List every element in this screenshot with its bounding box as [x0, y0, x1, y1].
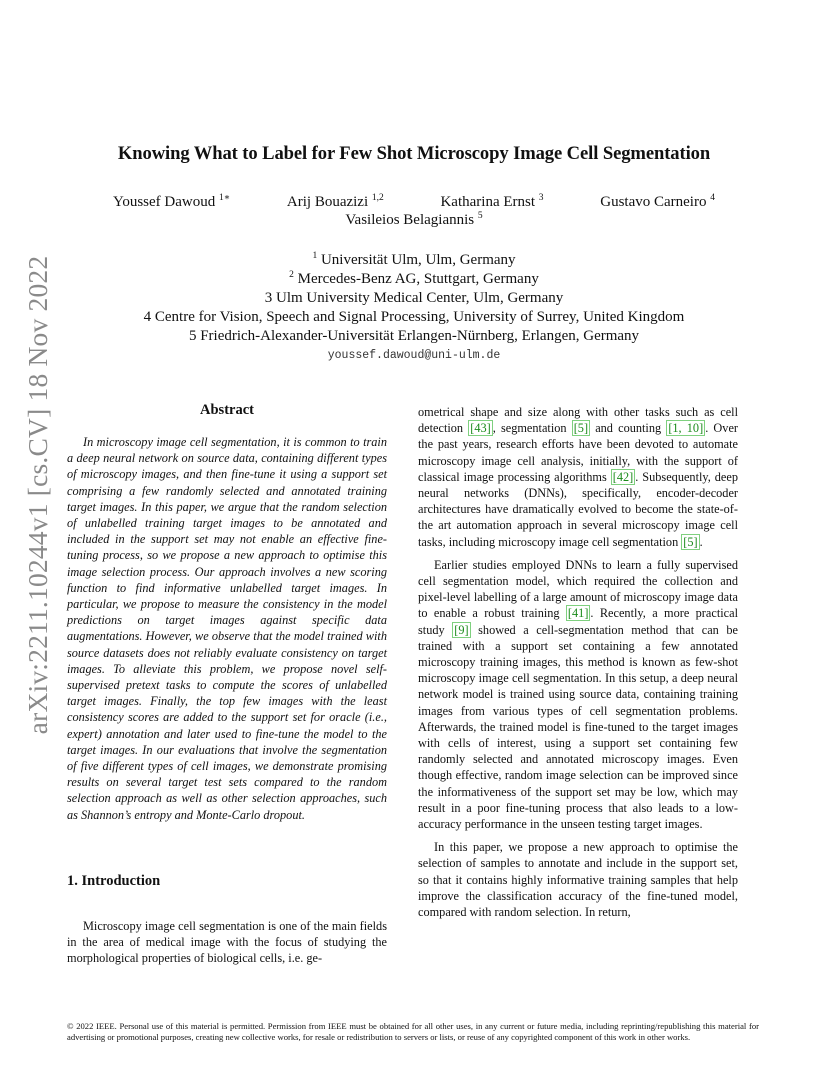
citation-link[interactable]: [43] — [470, 421, 491, 436]
abstract-body — [67, 434, 387, 830]
paragraph: Earlier studies employed DNNs to learn a fully supervised cell segmentation model, which required the collection and pixel-level labelling of a large amount of microscopy image data to enable a robust training [41] . Recently, a more practical study [9] showed a cell-segmentation method that can be trained with a support set containing a few annotated microscopy training images, this method is known as few-shot microscopy image cell segmentation. In this setup, a deep neural network model is trained using source data, containing training images from various types of cell segmentation problems. Afterwards, the trained model is fine-tuned to the target images with cells of interest, using a support set containing few randomly selected and annotated microscopy images. Even though effective, random image selection can be improved since the informativeness of the support set may be low, which may result in a poor fine-tuning process that also leads to a low-accuracy performance in the unseen testing target images. — [418, 557, 738, 832]
section-heading-introduction: 1. Introduction — [67, 873, 161, 889]
affiliation: $^2$ Mercedes-Benz AG, Stuttgart, Germany — [289, 270, 539, 287]
citation-link[interactable]: [1, 10] — [668, 421, 704, 436]
paper-title: Knowing What to Label for Few Shot Microscopy Image Cell Segmentation — [117, 143, 711, 164]
abstract-text: In microscopy image cell segmentation, it is common to train a deep neural network on source data, containing different types of microscopy images, and then fine-tune it using a support set comprising a few randomly selected and annotated training target images. In this paper, we argue that the random selection of unlabelled training target images to be annotated and included in the support set may not enable an effective fine-tuning process, so we propose a new approach to optimise this image selection process. Our approach involves a new scoring function to find informative unlabelled target images. In particular, we propose to measure the consistency in the model predictions on target images against specific data augmentations. However, we observe that the model trained with source datasets does not reliably evaluate consistency on target images. To alleviate this problem, we propose novel self-supervised pretext tasks to compute the scores of unlabelled target images. Finally, the top few images with the least consistency scores are added to the support set for oracle (i.e., expert) annotation and later used to fine-tune the model to the target images. In our evaluations that involve the segmentation of five different types of cell images, we demonstrate promising results on several target test sets compared to the random selection approach as well as other selection approaches, such as Shannon’s entropy and Monte-Carlo dropout. — [67, 435, 387, 822]
introduction-body — [67, 918, 387, 974]
author: Gustavo Carneiro $^4$ — [600, 193, 715, 210]
paragraph: Microscopy image cell segmentation is one of the main fields in the area of medical image with the focus of studying the morphological properties of biological cells, i.e. ge- — [67, 919, 387, 966]
copyright-notice: © 2022 IEEE. Personal use of this material is permitted. Permission from IEEE must be obtained for all other uses, in any current or future media, including reprinting/republishing this material for advertising or promotional purposes, creating new collective works, for resale or redistribution to servers or lists, or reuse of any copyrighted component of this work in other works. — [67, 1021, 759, 1042]
affiliations — [60, 251, 768, 365]
author: Katharina Ernst $^3$ — [440, 193, 544, 210]
affiliation: 3 Ulm University Medical Center, Ulm, Germany — [264, 290, 564, 306]
affiliation: 4 Centre for Vision, Speech and Signal Processing, University of Surrey, United Kingdom — [143, 309, 685, 325]
citation-link[interactable]: [5] — [683, 534, 698, 549]
citation-link[interactable]: [9] — [454, 622, 469, 637]
citation-link[interactable]: [5] — [573, 421, 589, 436]
citation-link[interactable]: [42] — [612, 469, 634, 484]
citation-link[interactable]: [41] — [567, 606, 589, 621]
author-email: youssef.dawoud@uni-ulm.de — [327, 349, 501, 362]
affiliation: 5 Friedrich-Alexander-Universität Erlangen-Nürnberg, Erlangen, Germany — [188, 328, 640, 344]
paragraph: ometrical shape and size along with other tasks such as cell detection [43] , segmentation [5] and counting [1, 10] . Over the past years, research efforts have been devoted to automate microscopy image cell analysis, initially, with the support of classical image processing algorithms [42] . Subsequently, deep neural networks (DNNs), specifically, encoder-decoder architectures have dramatically evolved to become the state-of-the art automation approach in several microscopy image cell tasks, including microscopy image cell segmentation [5] . — [418, 405, 739, 549]
author: Youssef Dawoud $^{1∗}$ — [113, 193, 231, 210]
author: Vasileios Belagiannis $^5$ — [345, 211, 483, 228]
affiliation: $^1$ Universität Ulm, Ulm, Germany — [312, 251, 516, 268]
right-column — [418, 404, 738, 927]
author-list — [60, 194, 768, 229]
abstract-heading: Abstract — [200, 402, 254, 418]
author: Arij Bouazizi $^{1,2}$ — [286, 193, 384, 210]
paragraph: In this paper, we propose a new approach to optimise the selection of samples to annotate and include in the support set, so that it contains highly informative training samples that help improve the classification accuracy of the fine-tuned model, compared with random selection. In return, — [418, 840, 738, 920]
arxiv-identifier: arXiv:2211.10244v1 [cs.CV] 18 Nov 2022 — [22, 255, 53, 735]
